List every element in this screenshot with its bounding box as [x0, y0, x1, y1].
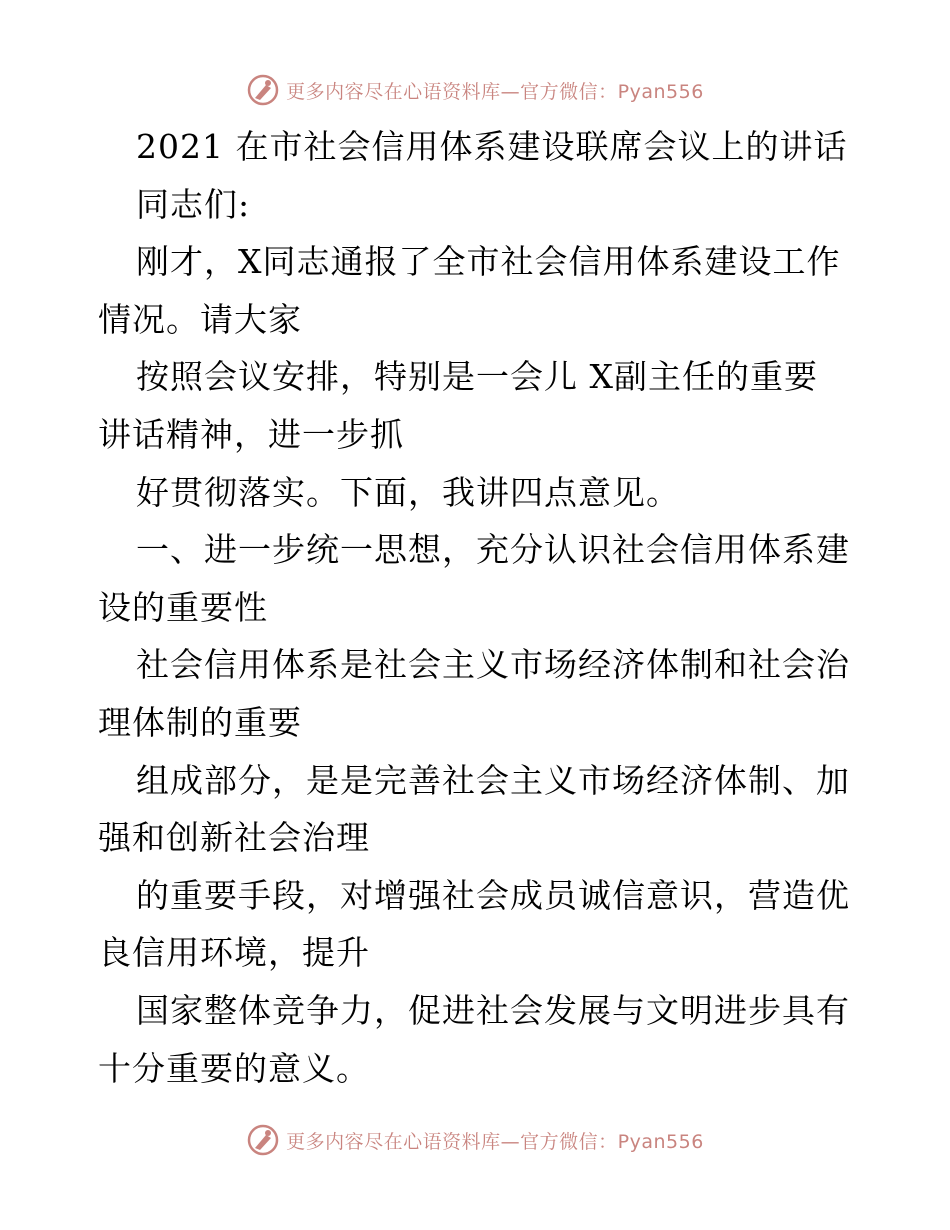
paragraph-line: 强和创新社会治理 — [98, 818, 370, 858]
document-body — [98, 118, 858, 1097]
paragraph-line: 好贯彻落实。下面，我讲四点意见。 — [136, 472, 680, 512]
section-heading: 一、进一步统一思想，充分认识社会信用体系建 — [136, 530, 850, 570]
paragraph-line: 组成部分，是是完善社会主义市场经济体制、加 — [136, 760, 850, 800]
watermark-text: 更多内容尽在心语资料库—官方微信：Pyan556 — [286, 1130, 704, 1153]
pen-nib-circle-icon — [246, 73, 280, 107]
pen-nib-circle-icon — [246, 1123, 280, 1157]
paragraph-line: 国家整体竞争力，促进社会发展与文明进步具有 — [136, 990, 850, 1030]
paragraph-line: 理体制的重要 — [98, 702, 302, 742]
footer-watermark — [0, 1120, 950, 1160]
salutation: 同志们: — [136, 184, 251, 224]
paragraph-line: 十分重要的意义。 — [98, 1048, 370, 1088]
paragraph-line: 刚才，X同志通报了全市社会信用体系建设工作 — [136, 242, 841, 282]
section-heading-cont: 设的重要性 — [98, 587, 268, 627]
document-title: 2021 在市社会信用体系建设联席会议上的讲话 — [136, 127, 848, 166]
paragraph-line: 的重要手段，对增强社会成员诚信意识，营造优 — [136, 875, 850, 915]
paragraph-line: 讲话精神，进一步抓 — [98, 414, 404, 454]
watermark-text: 更多内容尽在心语资料库—官方微信：Pyan556 — [286, 80, 704, 103]
paragraph-line: 情况。请大家 — [98, 299, 302, 339]
paragraph-line: 良信用环境，提升 — [98, 933, 370, 973]
paragraph-line: 社会信用体系是社会主义市场经济体制和社会治 — [136, 645, 850, 685]
header-watermark — [0, 70, 950, 110]
paragraph-line: 按照会议安排，特别是一会儿 X副主任的重要 — [136, 357, 818, 397]
